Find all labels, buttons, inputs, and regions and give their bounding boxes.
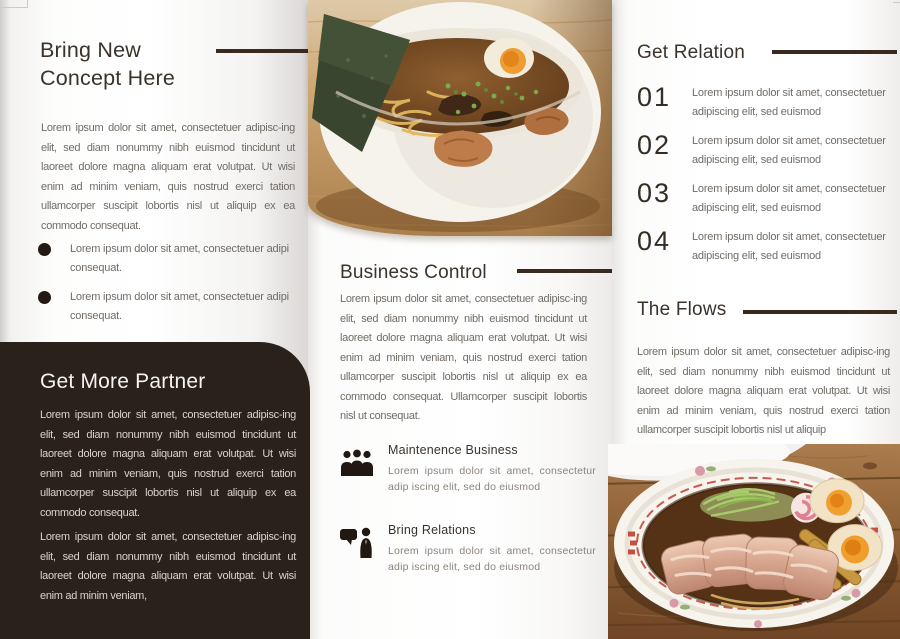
feature-title: Maintenence Business xyxy=(388,443,518,457)
business-paragraph: Lorem ipsum dolor sit amet, consectetuer adipisc-ing elit, sed diam nonummy nibh euismod tincidunt ut laoreet dolore magna aliquam erat volutpat. Ut wisi enim ad minim veniam, quis nostrud exerci tation ullamcorper suscipit lobortis nisl ut aliquip ex ea commodo consequat. Ullamcorper suscipit lobortis nisl ut consequat. xyxy=(340,293,587,422)
bullet-dot-icon xyxy=(38,243,51,256)
relation-number: 02 xyxy=(637,130,672,160)
pork-ramen-plate-photo xyxy=(608,444,900,639)
bullet-item xyxy=(38,240,290,278)
partner-paragraph-2: Lorem ipsum dolor sit amet, consectetuer adipisc-ing elit, sed diam nonummy nibh euismod tincidunt ut laoreet dolore magna aliquam erat volutpat. Ut wisi enim ad minim veniam, xyxy=(40,531,296,602)
relation-number: 03 xyxy=(637,178,672,208)
bullet-dot-icon xyxy=(38,291,51,304)
relation-title: Get Relation xyxy=(637,42,746,63)
left-title-line1: Bring New xyxy=(40,38,141,62)
business-title: Business Control xyxy=(340,262,487,283)
team-icon xyxy=(340,443,376,495)
partner-paragraph-1: Lorem ipsum dolor sit amet, consectetuer adipisc-ing elit, sed diam nonummy nibh euismod tincidunt ut laoreet dolore magna aliquam erat volutpat. Ut wisi enim ad minim veniam, quis nostrud exerci tation ullamcorper suscipit lobortis nisl ut aliquip ex ea commodo consequat. xyxy=(40,409,296,519)
crop-mark xyxy=(893,2,900,3)
crop-mark xyxy=(27,0,28,8)
business-title-rule xyxy=(517,269,612,273)
feature-relations xyxy=(340,523,602,575)
relation-item xyxy=(637,132,899,170)
relation-text: Lorem ipsum dolor sit amet, consectetuer adipiscing elit, sed euismod xyxy=(692,183,886,214)
relation-title-rule xyxy=(772,50,897,54)
partner-title: Get More Partner xyxy=(40,370,206,393)
flows-title-rule xyxy=(743,310,897,314)
relation-item xyxy=(637,228,899,266)
relation-number: 04 xyxy=(637,226,672,256)
relation-number: 01 xyxy=(637,82,672,112)
relation-text: Lorem ipsum dolor sit amet, consectetuer adipiscing elit, sed euismod xyxy=(692,231,886,262)
relation-text: Lorem ipsum dolor sit amet, consectetuer adipiscing elit, sed euismod xyxy=(692,135,886,166)
feature-maintenence xyxy=(340,443,602,495)
bullet-item xyxy=(38,288,290,326)
flows-paragraph: Lorem ipsum dolor sit amet, consectetuer adipisc-ing elit, sed diam nonummy nibh euismod tincidunt ut laoreet dolore magna aliquam erat volutpat. Ut wisi enim ad minim veniam, quis nostrud exerci tation ullamcorper suscipit lobortis nisl ut aliquip xyxy=(637,346,890,436)
left-title-line2: Concept Here xyxy=(40,66,176,90)
pork-ramen-illustration xyxy=(608,444,900,639)
relation-text: Lorem ipsum dolor sit amet, consectetuer adipiscing elit, sed euismod xyxy=(692,87,886,118)
left-intro-paragraph: Lorem ipsum dolor sit amet, consectetuer adipisc-ing elit, sed diam nonummy nibh euismod tincidunt ut laoreet dolore magna aliquam erat volutpat. Ut wisi enim ad minim veniam, quis nostrud exerci tation ullamcorper suscipit lobortis nisl ut aliquip ex ea commodo consequat. xyxy=(41,122,295,232)
presenter-icon xyxy=(340,523,376,575)
bullet-text: Lorem ipsum dolor sit amet, consectetuer adipi consequat. xyxy=(70,243,289,274)
feature-text-block xyxy=(388,443,596,495)
relation-item xyxy=(637,84,899,122)
relation-item xyxy=(637,180,899,218)
feature-desc: Lorem ipsum dolor sit amet, consectetur adip iscing elit, sed do eiusmod xyxy=(388,465,596,493)
left-title xyxy=(40,36,175,92)
crop-mark xyxy=(0,7,27,8)
ramen-bowl-illustration xyxy=(308,0,612,236)
feature-desc: Lorem ipsum dolor sit amet, consectetur adip iscing elit, sed do eiusmod xyxy=(388,545,596,573)
ramen-bowl-photo xyxy=(308,0,612,236)
feature-text-block xyxy=(388,523,596,575)
left-title-rule xyxy=(216,49,308,53)
partner-dark-panel xyxy=(0,342,310,639)
bullet-text: Lorem ipsum dolor sit amet, consectetuer adipi consequat. xyxy=(70,291,289,322)
flows-title: The Flows xyxy=(637,299,727,320)
feature-title: Bring Relations xyxy=(388,523,476,537)
